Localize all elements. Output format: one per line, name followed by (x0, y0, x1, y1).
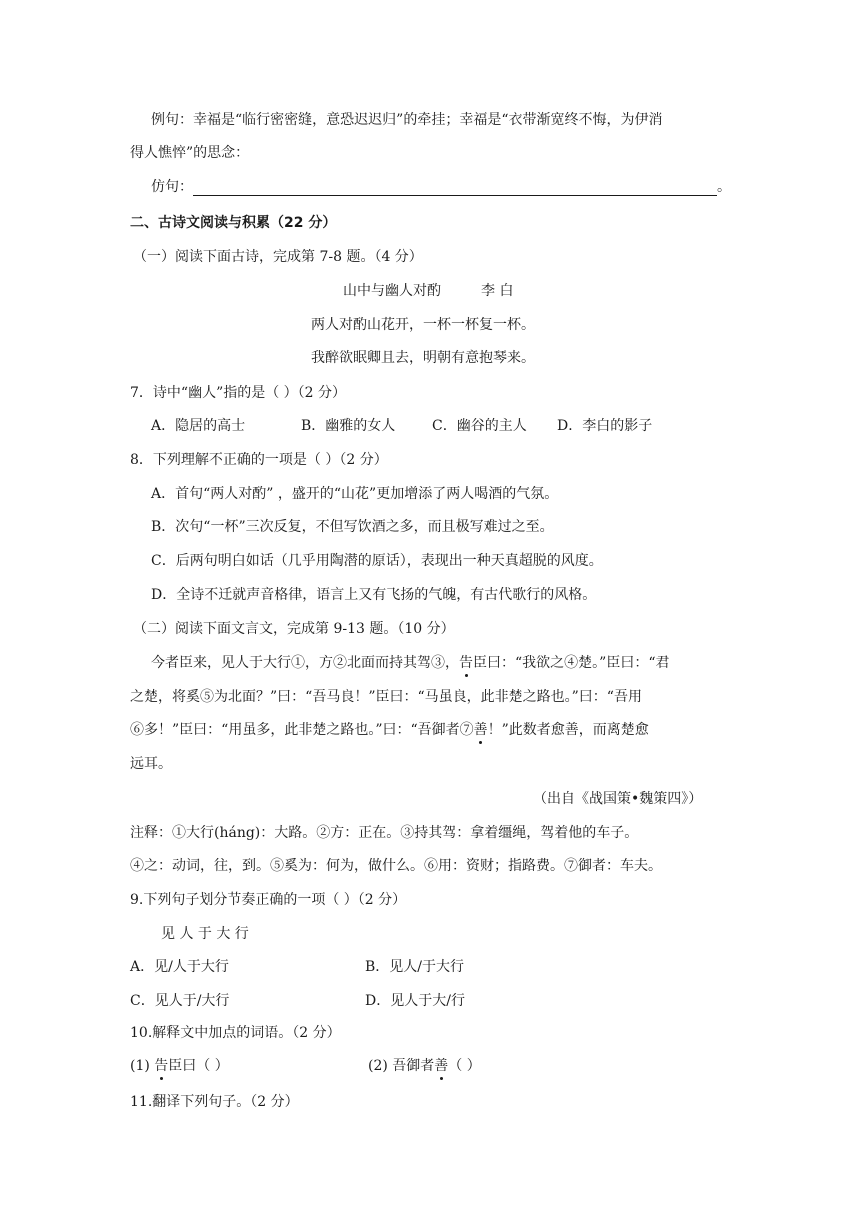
q8-option-b[interactable]: B．次句“一杯”三次反复，不但写饮酒之多，而且极写难过之至。 (151, 519, 554, 535)
imitate-label: 仿句： (151, 179, 193, 195)
q8-option-a[interactable]: A．首句“两人对酌” ，盛开的“山花”更加增添了两人喝酒的气氛。 (151, 486, 559, 502)
passage-source: （出自《战国策•魏策四》） (533, 791, 703, 807)
passage-text: ！”此数者愈善，而离楚愈 (487, 722, 649, 738)
q9-option-d[interactable]: D．见人于大/行 (365, 993, 465, 1009)
example-sentence-line2: 得人憔悴”的思念： (130, 145, 250, 161)
q9-sentence: 见 人 于 大 行 (161, 926, 249, 942)
passage-text: 臣曰：“我欲之④楚。”臣曰：“君 (473, 655, 670, 671)
passage-line-2: 之楚，将奚⑤为北面？”曰：“吾马良！”臣曰：“马虽良，此非楚之路也。”曰：“吾用 (130, 689, 642, 705)
q9-option-b[interactable]: B．见人/于大行 (365, 959, 465, 975)
q10-item-1-answer-blank[interactable]: 臣曰（ ） (168, 1058, 229, 1074)
poem-line-2: 我醉欲眠卿且去，明朝有意抱琴来。 (311, 350, 535, 366)
passage-line-4: 远耳。 (130, 756, 172, 772)
q11-stem: 11.翻译下列句子。（2 分） (130, 1094, 299, 1110)
q8-option-c[interactable]: C．后两句明白如话（几乎用陶潜的原话），表现出一种天真超脱的风度。 (151, 553, 603, 569)
part1-intro: （一）阅读下面古诗，完成第 7-8 题。（4 分） (133, 249, 423, 265)
q7-option-a[interactable]: A．隐居的高士 (151, 418, 246, 434)
imitate-line (151, 178, 731, 196)
notes-line-1: 注释：①大行(háng)：大路。②方：正在。③持其驾：拿着缰绳，驾着他的车子。 (130, 825, 639, 841)
q10-item-1 (130, 1057, 229, 1075)
dotted-word-shan: 善 (434, 1058, 449, 1074)
poem-title: 山中与幽人对酌 (343, 283, 441, 299)
q7-option-c[interactable]: C．幽谷的主人 (432, 418, 527, 434)
dotted-word-shan: 善 (473, 722, 488, 738)
poem-line-1: 两人对酌山花开，一杯一杯复一杯。 (311, 317, 535, 333)
imitate-end: 。 (717, 179, 731, 195)
poem-author: 李 白 (481, 283, 514, 299)
q10-stem: 10.解释文中加点的词语。（2 分） (130, 1025, 341, 1041)
passage-text: ⑥多！”臣曰：“用虽多，此非楚之路也。”曰：“吾御者⑦ (130, 722, 474, 738)
q9-option-a[interactable]: A．见/人于大行 (130, 959, 229, 975)
q8-option-d[interactable]: D．全诗不迁就声音格律，语言上又有飞扬的气魄，有古代歌行的风格。 (151, 587, 597, 603)
q10-item-1-prefix: (1) (130, 1058, 155, 1074)
q7-stem: 7．诗中“幽人”指的是（ ）（2 分） (130, 385, 347, 401)
q8-stem: 8．下列理解不正确的一项是（ ）（2 分） (130, 452, 388, 468)
q7-option-b[interactable]: B．幽雅的女人 (301, 418, 396, 434)
q7-option-d[interactable]: D．李白的影子 (557, 418, 653, 434)
dotted-word-gao: 告 (459, 655, 473, 671)
passage-line-3 (130, 721, 649, 739)
section-heading: 二、古诗文阅读与积累（22 分） (130, 215, 337, 231)
q10-item-2-answer-blank[interactable]: （ ） (448, 1058, 481, 1074)
q10-item-2-prefix: (2) 吾御者 (368, 1058, 435, 1074)
dotted-word-gao: 告 (154, 1058, 169, 1074)
q9-stem: 9.下列句子划分节奏正确的一项（ ）（2 分） (130, 892, 407, 908)
q10-item-2 (368, 1057, 481, 1075)
q9-option-c[interactable]: C．见人于/大行 (130, 993, 230, 1009)
passage-text: 今者臣来，见人于大行①，方②北面而持其驾③， (151, 655, 459, 671)
passage-line-1 (151, 654, 669, 672)
example-sentence-line1: 例句：幸福是“临行密密缝，意恐迟迟归”的牵挂；幸福是“衣带渐宽终不悔，为伊消 (151, 112, 663, 128)
imitate-answer-blank[interactable] (193, 181, 717, 196)
notes-line-2: ④之：动词，往，到。⑤奚为：何为，做什么。⑥用：资财；指路费。⑦御者：车夫。 (130, 858, 662, 874)
part2-intro: （二）阅读下面文言文，完成第 9-13 题。（10 分） (133, 621, 455, 637)
